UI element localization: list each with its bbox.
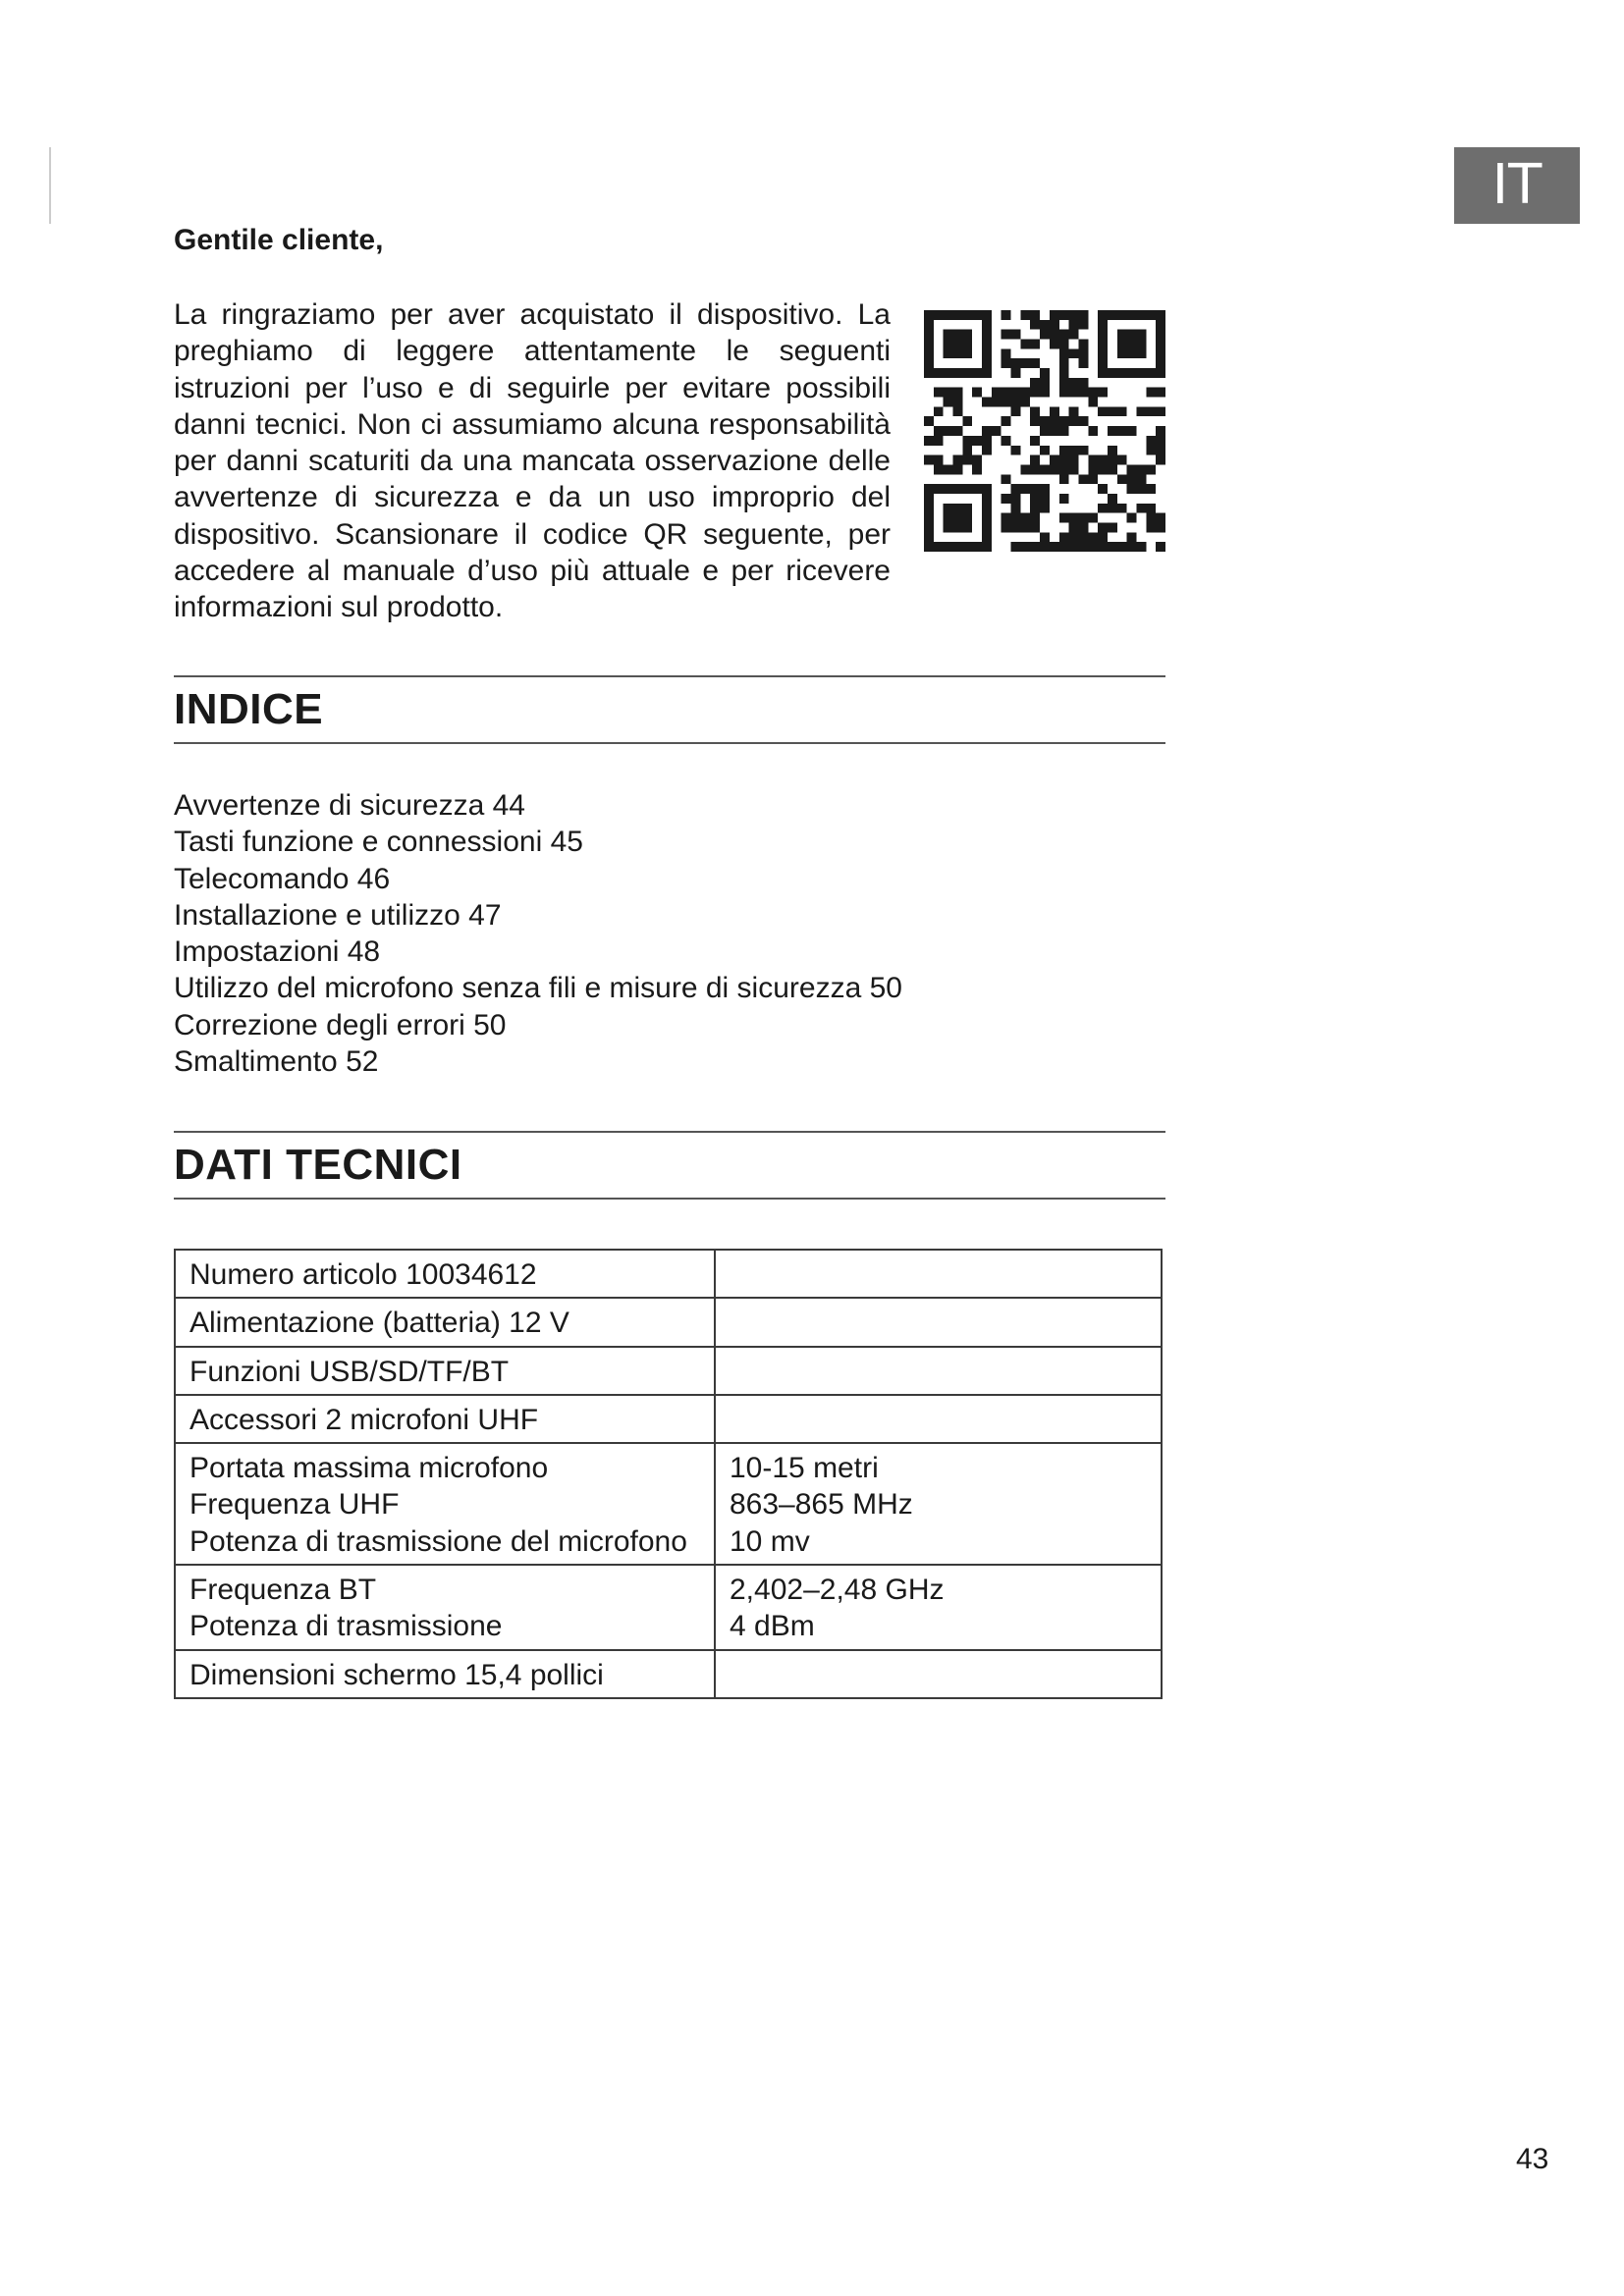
specs-row bbox=[175, 1250, 1162, 1298]
spec-label: Potenza di trasmissione del microfono bbox=[189, 1524, 687, 1558]
spec-label: Portata massima microfono bbox=[189, 1452, 549, 1485]
spec-value: 863–865 MHz bbox=[730, 1488, 913, 1522]
spec-label-cell bbox=[175, 1347, 715, 1395]
index-list bbox=[174, 787, 902, 1080]
spec-label-cell bbox=[175, 1298, 715, 1346]
spec-value: 2,402–2,48 GHz bbox=[730, 1574, 945, 1607]
margin-rule bbox=[49, 147, 51, 224]
index-item[interactable]: Telecomando 46 bbox=[174, 862, 391, 895]
spec-label: Potenza di trasmissione bbox=[189, 1610, 503, 1643]
spec-label-cell bbox=[175, 1650, 715, 1698]
specs-row bbox=[175, 1650, 1162, 1698]
index-item[interactable]: Utilizzo del microfono senza fili e misure di sicurezza 50 bbox=[174, 972, 902, 1005]
spec-value: 4 dBm bbox=[730, 1610, 815, 1643]
index-item[interactable]: Tasti funzione e connessioni 45 bbox=[174, 826, 583, 859]
spec-label: Numero articolo 10034612 bbox=[189, 1258, 537, 1291]
specs-title: DATI TECNICI bbox=[174, 1141, 462, 1189]
spec-value-cell bbox=[715, 1250, 1162, 1298]
spec-label: Alimentazione (batteria) 12 V bbox=[189, 1307, 569, 1340]
spec-label-cell bbox=[175, 1250, 715, 1298]
greeting: Gentile cliente, bbox=[174, 224, 384, 256]
intro-paragraph: La ringraziamo per aver acquistato il dispositivo. La preghiamo di leggere attentamente le seguenti istruzioni per l’uso e di seguirle per evitare possibili danni tecnici. Non ci assumiamo alcuna responsabilità per danni scaturiti da una mancata osservazione delle avvertenze di sicurezza e da un uso improprio del dispositivo. Scansionare il codice QR seguente, per accedere al manuale d’uso più attuale e per ricevere informazioni sul prodotto. bbox=[174, 298, 891, 624]
specs-row bbox=[175, 1443, 1162, 1565]
specs-table bbox=[174, 1249, 1163, 1699]
index-item[interactable]: Impostazioni 48 bbox=[174, 935, 381, 969]
specs-row bbox=[175, 1298, 1162, 1346]
spec-label-cell bbox=[175, 1395, 715, 1443]
spec-value-cell bbox=[715, 1395, 1162, 1443]
index-title: INDICE bbox=[174, 685, 324, 733]
specs-section-header bbox=[174, 1131, 1165, 1200]
specs-row bbox=[175, 1565, 1162, 1650]
page-number: 43 bbox=[1516, 2143, 1549, 2175]
spec-value: 10-15 metri bbox=[730, 1452, 879, 1485]
spec-value-cell bbox=[715, 1347, 1162, 1395]
index-section-header bbox=[174, 675, 1165, 744]
spec-label: Dimensioni schermo 15,4 pollici bbox=[189, 1658, 604, 1691]
spec-value-cell bbox=[715, 1650, 1162, 1698]
index-item[interactable]: Smaltimento 52 bbox=[174, 1045, 379, 1079]
spec-label: Frequenza BT bbox=[189, 1574, 377, 1607]
language-tab: IT bbox=[1454, 147, 1580, 224]
index-item[interactable]: Avvertenze di sicurezza 44 bbox=[174, 789, 525, 822]
spec-label-cell bbox=[175, 1443, 715, 1565]
spec-label: Funzioni USB/SD/TF/BT bbox=[189, 1355, 510, 1388]
index-item[interactable]: Installazione e utilizzo 47 bbox=[174, 898, 502, 932]
spec-label: Frequenza UHF bbox=[189, 1488, 400, 1522]
spec-value: 10 mv bbox=[730, 1524, 810, 1558]
specs-row bbox=[175, 1395, 1162, 1443]
spec-label-cell bbox=[175, 1565, 715, 1650]
spec-label: Accessori 2 microfoni UHF bbox=[189, 1403, 539, 1436]
qr-code-icon[interactable] bbox=[924, 310, 1165, 552]
spec-value-cell bbox=[715, 1298, 1162, 1346]
specs-row bbox=[175, 1347, 1162, 1395]
spec-value-cell bbox=[715, 1443, 1162, 1565]
index-item[interactable]: Correzione degli errori 50 bbox=[174, 1008, 507, 1041]
spec-value-cell bbox=[715, 1565, 1162, 1650]
